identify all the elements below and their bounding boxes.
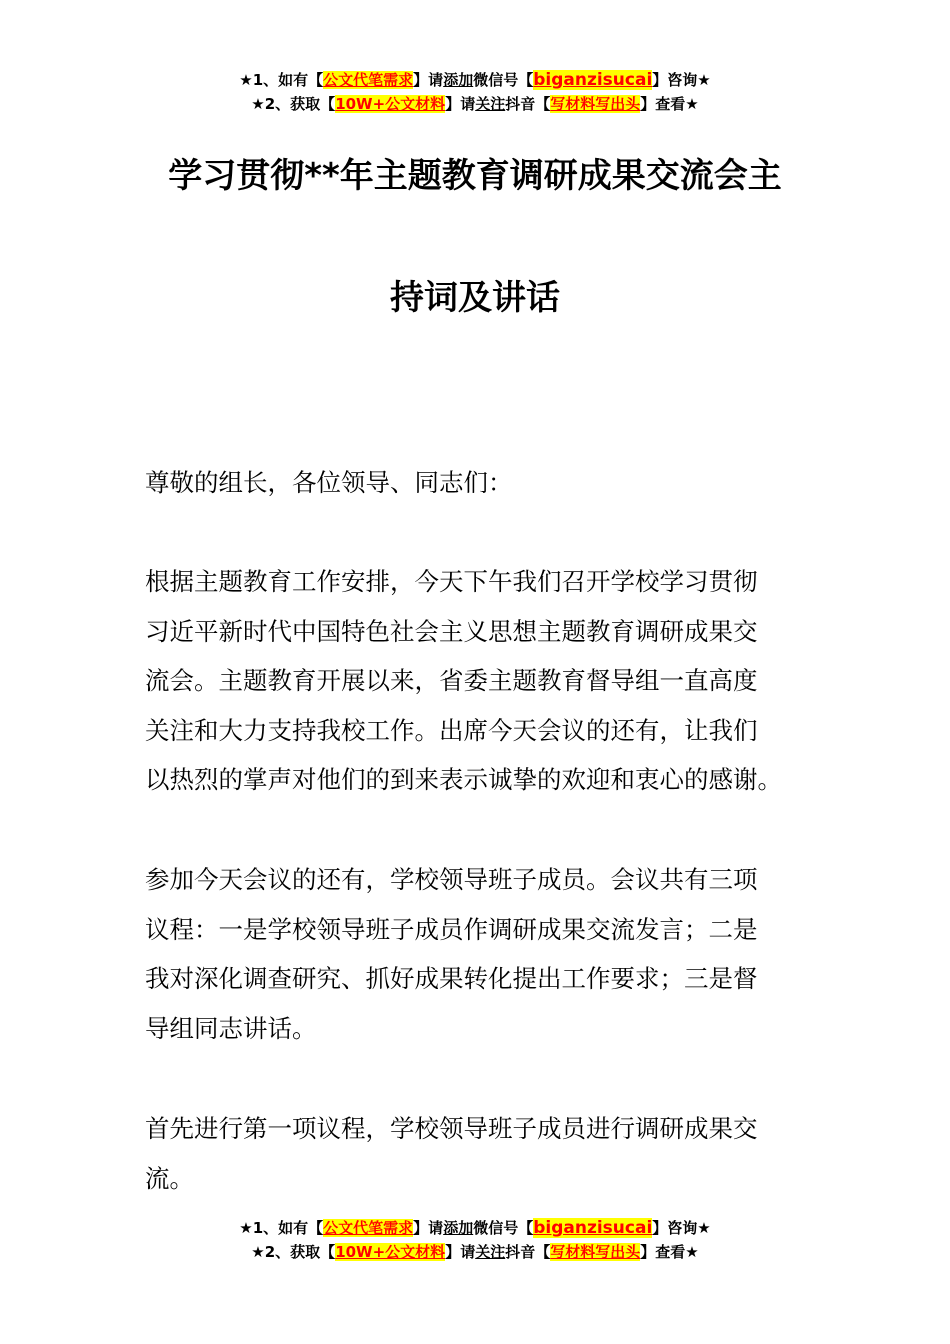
promo-line-1: ★1、如有【公文代笔需求】请添加微信号【biganzisucai】咨询★ [239, 1218, 711, 1238]
promo-highlight-service: 公文代笔需求 [323, 1219, 414, 1237]
promo-highlight-materials: 10W+公文材料 [335, 95, 446, 113]
paragraph-3: 首先进行第一项议程，学校领导班子成员进行调研成果交 流。 [145, 1114, 758, 1193]
promo-footer-bottom [0, 1216, 950, 1264]
promo-highlight-wechat: biganzisucai [533, 1218, 653, 1238]
promo-highlight-douyin: 写材料写出头 [550, 95, 641, 113]
promo-line-1: ★1、如有【公文代笔需求】请添加微信号【biganzisucai】咨询★ [239, 70, 711, 90]
document-title-line-2: 持词及讲话 [390, 278, 560, 318]
promo-highlight-wechat: biganzisucai [533, 70, 653, 90]
promo-line-2: ★2、获取【10W+公文材料】请关注抖音【写材料写出头】查看★ [251, 1243, 699, 1261]
paragraph-salutation: 尊敬的组长，各位领导、同志们： [145, 468, 513, 497]
promo-line-2: ★2、获取【10W+公文材料】请关注抖音【写材料写出头】查看★ [251, 95, 699, 113]
promo-highlight-materials: 10W+公文材料 [335, 1243, 446, 1261]
paragraph-2: 参加今天会议的还有，学校领导班子成员。会议共有三项 议程：一是学校领导班子成员作调研成果交流发言；二是 我对深化调查研究、抓好成果转化提出工作要求；三是督 导组同志讲话。 [145, 865, 758, 1043]
document-title-line-1: 学习贯彻**年主题教育调研成果交流会主 [168, 156, 782, 196]
promo-highlight-service: 公文代笔需求 [323, 71, 414, 89]
paragraph-1: 根据主题教育工作安排，今天下午我们召开学校学习贯彻 习近平新时代中国特色社会主义思想主题教育调研成果交 流会。主题教育开展以来，省委主题教育督导组一直高度 关注和大力支持我校工作。出席今天会议的还有，让我们 以热烈的掌声对他们的到来表示诚挚的欢迎和衷心的感谢。 [145, 567, 782, 794]
promo-highlight-douyin: 写材料写出头 [550, 1243, 641, 1261]
promo-header-top [0, 68, 950, 116]
